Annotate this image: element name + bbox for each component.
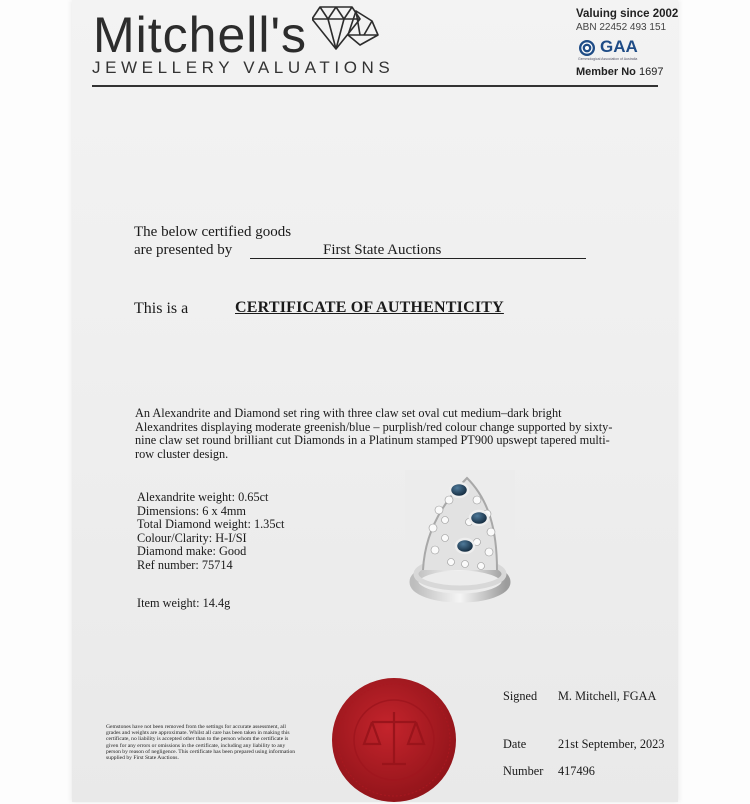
intro-line-2-prefix: are presented by: [134, 242, 233, 258]
member-number: [576, 66, 663, 78]
ring-photo: [405, 470, 515, 610]
presenter-field: [250, 242, 586, 259]
valuing-since: Valuing since 2002: [576, 8, 679, 20]
spec-diamond-weight: Total Diamond weight: 1.35ct: [137, 517, 285, 532]
spec-ref-number: Ref number: 75714: [137, 557, 233, 572]
spec-list: [137, 491, 284, 573]
intro-line-1: The below certified goods: [134, 224, 292, 240]
member-label: Member No: [576, 66, 636, 78]
gaa-emblem-icon: [578, 39, 596, 57]
item-description: An Alexandrite and Diamond set ring with three claw set oval cut medium–dark bright Alexandrites displaying moderate greenish/blue – purplish/red colour change supported by sixty-nine claw set round brilliant cut Diamonds in a Platinum stamped PT900 upswept tapered multi-row cluster design.: [135, 406, 613, 461]
brand-name: Mitchell's: [93, 7, 308, 63]
number-label: Number: [503, 764, 544, 778]
spec-colour-clarity: Colour/Clarity: H-I/SI: [137, 530, 247, 545]
diamond-logo-icon: [312, 5, 380, 53]
tagline: JEWELLERY VALUATIONS: [92, 58, 395, 77]
certificate-prefix: This is a: [134, 300, 189, 317]
signed-value: M. Mitchell, FGAA: [558, 689, 657, 703]
presenter-name: First State Auctions: [323, 242, 442, 258]
spec-alexandrite-weight: Alexandrite weight: 0.65ct: [137, 490, 269, 504]
header-divider: [92, 85, 658, 87]
number-value: 417496: [558, 764, 595, 778]
red-seal-icon: [330, 676, 458, 804]
date-label: Date: [503, 737, 527, 751]
member-value: 1697: [638, 66, 664, 78]
spec-dimensions: Dimensions: 6 x 4mm: [137, 503, 246, 518]
date-value: 21st September, 2023: [558, 737, 665, 751]
gaa-subtext: Gemmological Association of Australia: [578, 57, 638, 61]
spec-diamond-make: Diamond make: Good: [137, 544, 247, 559]
signed-label: Signed: [503, 689, 538, 703]
abn-number: ABN 22452 493 151: [576, 22, 667, 33]
item-weight: Item weight: 14.4g: [137, 596, 231, 610]
certificate-title: CERTIFICATE OF AUTHENTICITY: [235, 299, 504, 316]
gaa-logo-text: GAA: [600, 37, 638, 56]
disclaimer-text: Gemstones have not been removed from the settings for accurate assessment, all grades and weights are approximate. Whilst all care has been taken in making this certificate, no liability is accepted other than to the person whom the certificate is given for any errors or omissions in the certificate, including any liability to any person by reason of negligence. This certificate has been prepared using information supplied by First State Auctions.: [106, 724, 296, 762]
